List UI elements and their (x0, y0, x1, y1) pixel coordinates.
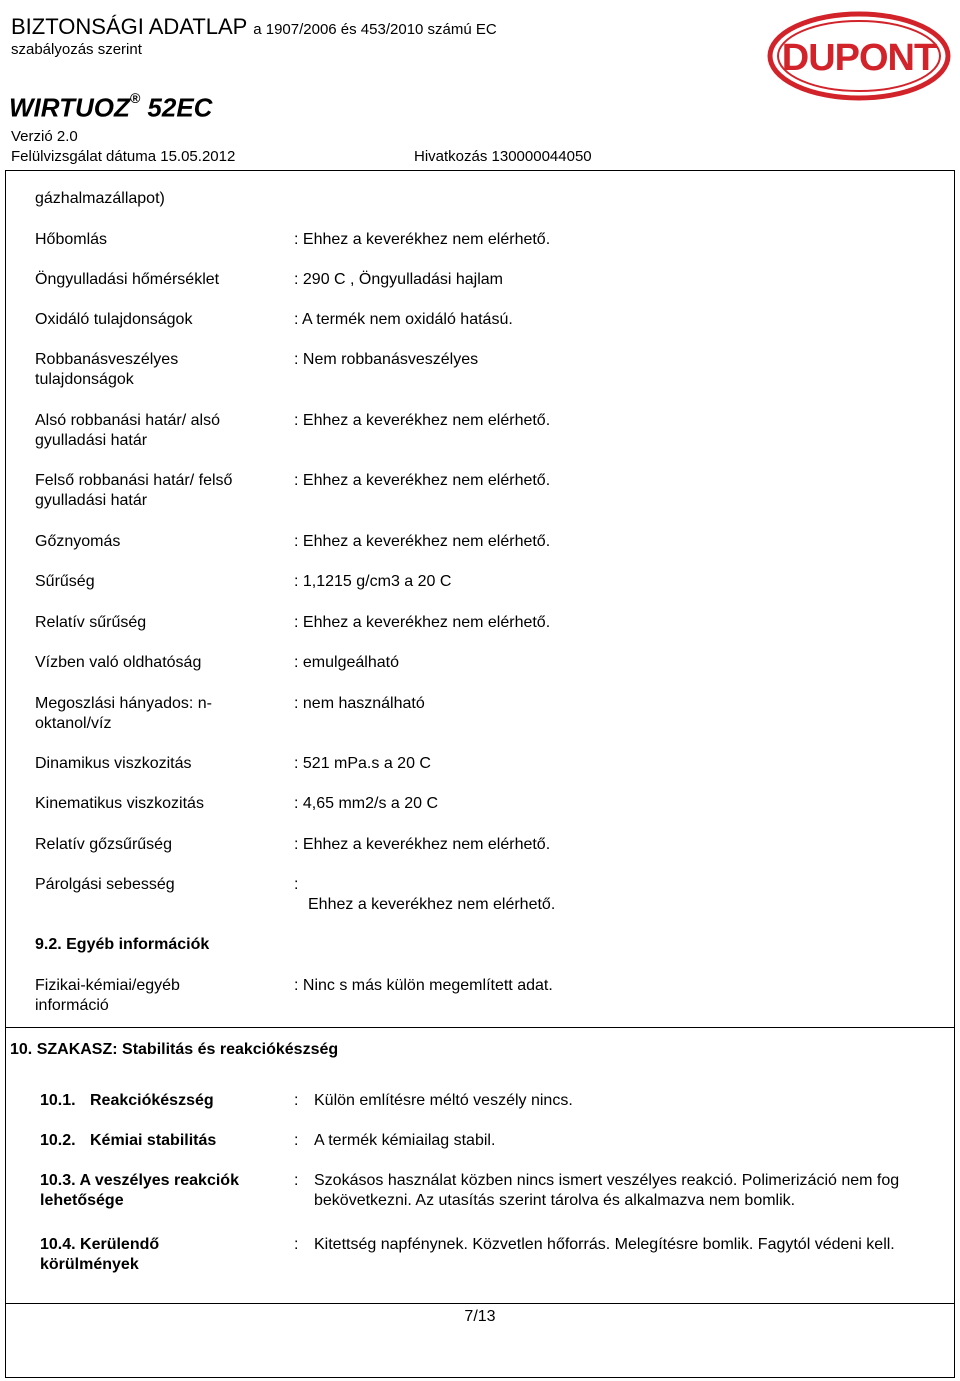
s10-item-value: Külön említésre méltó veszély nincs. (314, 1092, 573, 1109)
title-regulation-line2: szabályozás szerint (11, 41, 142, 58)
s10-item-number: 10.1. (40, 1092, 76, 1109)
prop-label: Relatív gőzsűrűség (35, 836, 172, 853)
prop-value: : Ehhez a keverékhez nem elérhető. (294, 614, 551, 631)
prop-label: Relatív sűrűség (35, 614, 147, 631)
s10-colon: : (294, 1132, 299, 1149)
section-divider (5, 1027, 955, 1028)
s10-item-label: Reakciókészség (90, 1092, 214, 1109)
product-brand: WIRTUOZ (9, 92, 130, 123)
prop-label: Kinematikus viszkozitás (35, 795, 204, 812)
product-code: 52EC (147, 92, 213, 123)
title-regulation: a 1907/2006 és 453/2010 számú EC (253, 21, 497, 38)
prop-value: : nem használható (294, 695, 425, 712)
revision-date: Felülvizsgálat dátuma 15.05.2012 (11, 148, 236, 165)
prop-label: Hőbomlás (35, 231, 108, 248)
prop-label: Dinamikus viszkozitás (35, 755, 192, 772)
s10-item-value: Szokásos használat közben nincs ismert veszélyes reakció. Polimerizáció nem fog bekövetkezni. Az utasítás szerint tárolva és alkalmazva nem bomlik. (314, 1172, 900, 1209)
s10-colon: : (294, 1092, 299, 1109)
prop-value: : 4,65 mm2/s a 20 C (294, 795, 439, 812)
dupont-logo-icon (766, 10, 952, 102)
footer-divider (5, 1303, 955, 1304)
prop-value: : Ehhez a keverékhez nem elérhető. (294, 836, 551, 853)
section-10-heading: 10. SZAKASZ: Stabilitás és reakciókészség (10, 1041, 339, 1058)
s10-item-value: A termék kémiailag stabil. (314, 1132, 496, 1149)
prop-value: : 290 C , Öngyulladási hajlam (294, 271, 503, 288)
prop-label: Gőznyomás (35, 533, 121, 550)
s10-colon: : (294, 1172, 299, 1189)
page-number: 7/13 (464, 1308, 496, 1325)
svg-text:DUPONT: DUPONT (781, 37, 937, 79)
s10-item-number: 10.2. (40, 1132, 76, 1149)
title-main: BIZTONSÁGI ADATLAP (11, 14, 248, 39)
prop-label: Párolgási sebesség (35, 876, 175, 893)
prop-label: Öngyulladási hőmérséklet (35, 271, 220, 288)
prop-label: Megoszlási hányados: n-oktanol/víz (35, 695, 212, 732)
prop-value: : Ehhez a keverékhez nem elérhető. (294, 412, 551, 429)
prop-value: : 1,1215 g/cm3 a 20 C (294, 573, 452, 590)
prop-value: : Ninc s más külön megemlített adat. (294, 977, 553, 994)
prop-value: : emulgeálható (294, 654, 399, 671)
prop-label: Vízben való oldhatóság (35, 654, 202, 671)
s10-item-label: Kémiai stabilitás (90, 1132, 217, 1149)
continued-label: gázhalmazállapot) (35, 190, 165, 207)
prop-label: Sűrűség (35, 573, 95, 590)
prop-value-colon: : (294, 876, 299, 893)
section-9-2-heading: 9.2. Egyéb információk (35, 936, 210, 953)
s10-item-label: 10.4. Kerülendő körülmények (40, 1236, 160, 1273)
s10-item-label: 10.3. A veszélyes reakciók lehetősége (40, 1172, 239, 1209)
registered-mark: ® (129, 90, 141, 106)
prop-value: : Ehhez a keverékhez nem elérhető. (294, 231, 551, 248)
product-name (9, 86, 212, 124)
prop-value: : A termék nem oxidáló hatású. (294, 311, 513, 328)
reference-number: Hivatkozás 130000044050 (414, 148, 592, 165)
prop-label: Felső robbanási határ/ felső gyulladási határ (35, 472, 233, 509)
prop-value: : 521 mPa.s a 20 C (294, 755, 431, 772)
s10-colon: : (294, 1236, 299, 1253)
prop-label: Fizikai-kémiai/egyéb információ (35, 977, 180, 1014)
prop-label: Alsó robbanási határ/ alsó gyulladási határ (35, 412, 220, 449)
prop-value: : Ehhez a keverékhez nem elérhető. (294, 533, 551, 550)
prop-label: Oxidáló tulajdonságok (35, 311, 193, 328)
s10-item-value: Kitettség napfénynek. Közvetlen hőforrás. Melegítésre bomlik. Fagytól védeni kell. (314, 1236, 895, 1253)
prop-value: : Ehhez a keverékhez nem elérhető. (294, 472, 551, 489)
version: Verzió 2.0 (11, 128, 78, 145)
prop-value: Ehhez a keverékhez nem elérhető. (308, 896, 556, 913)
prop-label: Robbanásveszélyes tulajdonságok (35, 351, 179, 388)
document-title (11, 14, 497, 43)
prop-value: : Nem robbanásveszélyes (294, 351, 479, 368)
